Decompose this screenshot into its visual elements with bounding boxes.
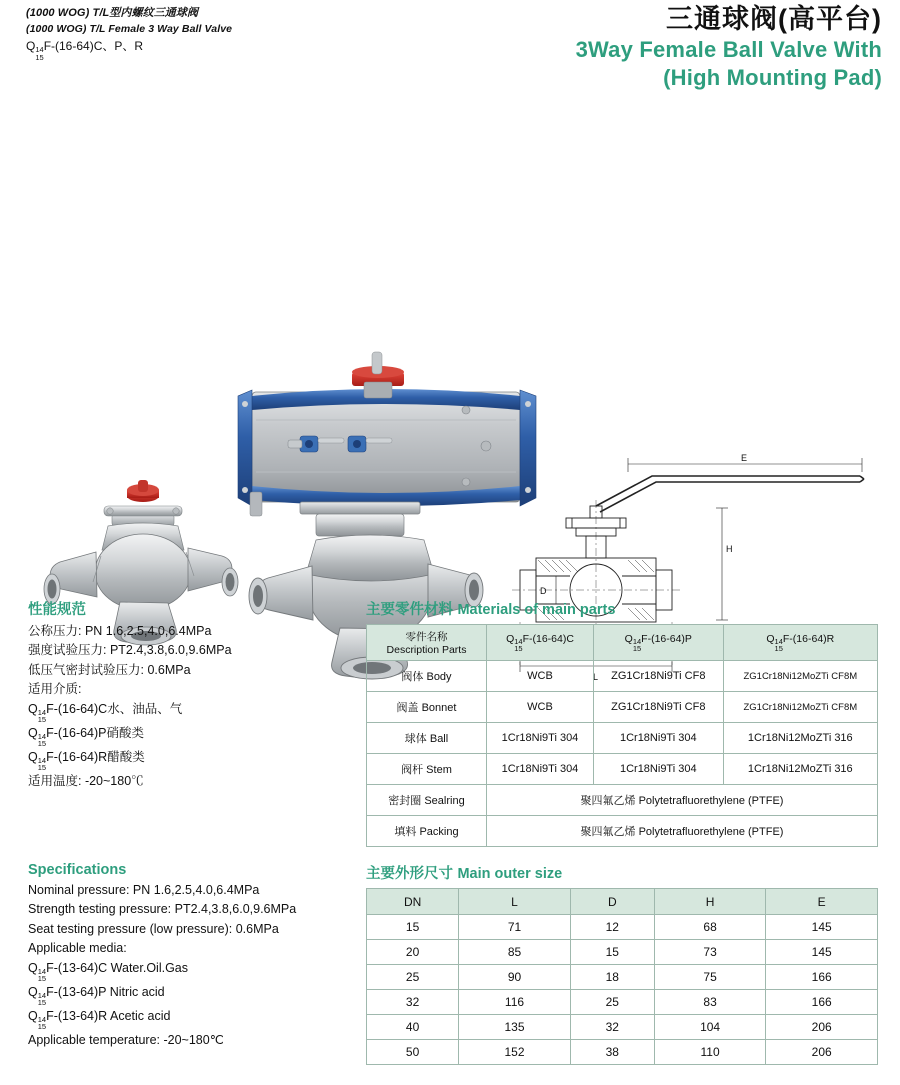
spec-en-temperature: Applicable temperature: -20~180℃ bbox=[28, 1032, 224, 1047]
media-text: F-(13-64)P Nitric acid bbox=[46, 984, 165, 999]
size-cell-h: 104 bbox=[654, 1015, 766, 1040]
size-cell-l: 116 bbox=[459, 990, 571, 1015]
dim-label-e: E bbox=[741, 453, 748, 463]
material-value-c: 1Cr18Ni9Ti 304 bbox=[487, 723, 594, 754]
media-sub: 15 bbox=[37, 739, 47, 748]
header-english-subtitle: (1000 WOG) T/L Female 3 Way Ball Valve bbox=[26, 22, 233, 35]
materials-header-parts bbox=[367, 625, 487, 661]
size-table bbox=[366, 888, 878, 1065]
material-value-r: 1Cr18Ni12MoZTi 316 bbox=[723, 754, 877, 785]
dim-label-l: L bbox=[593, 672, 599, 682]
material-value-merged: 聚四氟乙烯 Polytetrafluorethylene (PTFE) bbox=[487, 816, 878, 847]
media-sup: 14 bbox=[37, 1014, 47, 1024]
specifications-en-title: Specifications bbox=[28, 862, 127, 878]
media-text: F-(16-64)R醋酸类 bbox=[46, 749, 145, 764]
table-row bbox=[367, 1040, 878, 1065]
size-section bbox=[366, 862, 878, 1065]
material-part-name: 阀盖 Bonnet bbox=[367, 692, 487, 723]
spec-cn-line: 强度试验压力: PT2.4,3.8,6.0,9.6MPa bbox=[28, 643, 232, 658]
spec-cn-media-item: Q 14 15 F-(16-64)R醋酸类 bbox=[28, 749, 145, 772]
spec-cn-line: 适用介质: bbox=[28, 682, 82, 697]
materials-header-p: Q 14 15 F-(16-64)P bbox=[593, 625, 723, 661]
model-code-sub: 15 bbox=[35, 52, 44, 62]
size-cell-h: 68 bbox=[654, 915, 766, 940]
specifications-cn bbox=[28, 598, 348, 791]
dim-label-h: H bbox=[726, 544, 733, 554]
size-cell-d: 25 bbox=[570, 990, 654, 1015]
material-value-c: WCB bbox=[487, 661, 594, 692]
size-cell-d: 38 bbox=[570, 1040, 654, 1065]
spec-en-line: Seat testing pressure (low pressure): 0.6MPa bbox=[28, 921, 279, 936]
size-cell-d: 12 bbox=[570, 915, 654, 940]
size-header-h: H bbox=[654, 889, 766, 915]
size-cell-d: 15 bbox=[570, 940, 654, 965]
table-row bbox=[367, 661, 878, 692]
spec-cn-temperature: 适用温度: -20~180℃ bbox=[28, 773, 144, 788]
materials-title bbox=[366, 598, 878, 619]
size-cell-dn: 20 bbox=[367, 940, 459, 965]
size-header-row bbox=[367, 889, 878, 915]
size-cell-d: 18 bbox=[570, 965, 654, 990]
media-text: F-(13-64)C Water.Oil.Gas bbox=[46, 960, 189, 975]
spec-en-line: Applicable media: bbox=[28, 941, 127, 956]
material-part-name: 阀杆 Stem bbox=[367, 754, 487, 785]
media-sup: 14 bbox=[37, 731, 47, 741]
material-value-p: ZG1Cr18Ni9Ti CF8 bbox=[593, 661, 723, 692]
material-value-r: ZG1Cr18Ni12MoZTi CF8M bbox=[723, 692, 877, 723]
material-part-name: 球体 Ball bbox=[367, 723, 487, 754]
table-row bbox=[367, 965, 878, 990]
spec-cn-line: 低压气密封试验压力: 0.6MPa bbox=[28, 662, 191, 677]
size-cell-h: 83 bbox=[654, 990, 766, 1015]
size-cell-h: 73 bbox=[654, 940, 766, 965]
size-header-d: D bbox=[570, 889, 654, 915]
size-cell-e: 166 bbox=[766, 990, 878, 1015]
spec-en-media-item: Q 14 15 F-(13-64)R Acetic acid bbox=[28, 1008, 171, 1031]
model-code-sup: 14 bbox=[35, 45, 44, 55]
table-row bbox=[367, 990, 878, 1015]
header-left-block bbox=[26, 6, 446, 61]
spec-en-line: Nominal pressure: PN 1.6,2.5,4.0,6.4MPa bbox=[28, 883, 260, 897]
table-row bbox=[367, 754, 878, 785]
material-value-c: WCB bbox=[487, 692, 594, 723]
table-row bbox=[367, 723, 878, 754]
materials-table bbox=[366, 624, 878, 847]
materials-header-r: Q 14 15 F-(16-64)R bbox=[723, 625, 877, 661]
material-part-name: 填料 Packing bbox=[367, 816, 487, 847]
material-value-p: 1Cr18Ni9Ti 304 bbox=[593, 723, 723, 754]
media-sub: 15 bbox=[37, 1022, 47, 1031]
size-cell-dn: 40 bbox=[367, 1015, 459, 1040]
materials-header-parts-en: Description Parts bbox=[386, 644, 467, 656]
table-row bbox=[367, 940, 878, 965]
size-cell-e: 145 bbox=[766, 915, 878, 940]
size-cell-l: 85 bbox=[459, 940, 571, 965]
materials-section bbox=[366, 598, 878, 847]
material-value-p: 1Cr18Ni9Ti 304 bbox=[593, 754, 723, 785]
spec-en-media-item: Q 14 15 F-(13-64)C Water.Oil.Gas bbox=[28, 960, 189, 983]
media-sub: 15 bbox=[37, 998, 47, 1007]
size-cell-dn: 32 bbox=[367, 990, 459, 1015]
header-title-block bbox=[452, 4, 882, 91]
size-cell-dn: 15 bbox=[367, 915, 459, 940]
media-text: F-(13-64)R Acetic acid bbox=[46, 1008, 171, 1023]
size-cell-dn: 50 bbox=[367, 1040, 459, 1065]
media-sup: 14 bbox=[37, 755, 47, 765]
size-cell-e: 145 bbox=[766, 940, 878, 965]
size-cell-e: 166 bbox=[766, 965, 878, 990]
table-row bbox=[367, 915, 878, 940]
spec-en-line: Strength testing pressure: PT2.4,3.8,6.0,9.6MPa bbox=[28, 902, 297, 917]
size-header-dn: DN bbox=[367, 889, 459, 915]
model-code-prefix: Q bbox=[26, 39, 36, 54]
materials-header-parts-cn: 零件名称 bbox=[405, 631, 448, 643]
table-row bbox=[367, 785, 878, 816]
material-value-r: ZG1Cr18Ni12MoZTi CF8M bbox=[723, 661, 877, 692]
specifications-cn-title: 性能规范 bbox=[28, 602, 86, 618]
spec-cn-media-item: Q 14 15 F-(16-64)P硝酸类 bbox=[28, 725, 145, 748]
spec-en-media-item: Q 14 15 F-(13-64)P Nitric acid bbox=[28, 984, 165, 1007]
materials-header-row bbox=[367, 625, 878, 661]
material-part-name: 阀体 Body bbox=[367, 661, 487, 692]
header-chinese-subtitle: (1000 WOG) T/L型内螺纹三通球阀 bbox=[26, 7, 199, 19]
media-sup: 14 bbox=[37, 990, 47, 1000]
size-cell-e: 206 bbox=[766, 1040, 878, 1065]
size-cell-l: 152 bbox=[459, 1040, 571, 1065]
media-sup: 14 bbox=[37, 966, 47, 976]
materials-header-c: Q 14 15 F-(16-64)C bbox=[487, 625, 594, 661]
size-cell-h: 110 bbox=[654, 1040, 766, 1065]
size-title-cn: 主要外形尺寸 bbox=[366, 866, 453, 882]
media-sup: 14 bbox=[37, 707, 47, 717]
table-row bbox=[367, 692, 878, 723]
header-model-code bbox=[26, 38, 446, 61]
materials-title-en: Materials of main parts bbox=[457, 602, 616, 618]
material-value-r: 1Cr18Ni12MoZTi 316 bbox=[723, 723, 877, 754]
spec-cn-line: 公称压力: PN 1.6,2.5,4.0,6.4MPa bbox=[28, 624, 212, 638]
dim-label-d: D bbox=[540, 586, 547, 596]
model-code-rest: F-(16-64)C、P、R bbox=[43, 39, 144, 54]
media-text: F-(16-64)P硝酸类 bbox=[46, 725, 145, 740]
page-title-cn: 三通球阀(高平台) bbox=[666, 4, 882, 34]
page-title-en-line2: (High Mounting Pad) bbox=[663, 65, 882, 90]
size-title bbox=[366, 862, 878, 883]
material-part-name: 密封圈 Sealring bbox=[367, 785, 487, 816]
media-sub: 15 bbox=[37, 974, 47, 983]
material-value-p: ZG1Cr18Ni9Ti CF8 bbox=[593, 692, 723, 723]
materials-title-cn: 主要零件材料 bbox=[366, 602, 453, 618]
specifications-en bbox=[28, 862, 358, 1050]
spec-cn-media-item: Q 14 15 F-(16-64)C水、油品、气 bbox=[28, 701, 183, 724]
size-cell-h: 75 bbox=[654, 965, 766, 990]
size-cell-l: 135 bbox=[459, 1015, 571, 1040]
material-value-c: 1Cr18Ni9Ti 304 bbox=[487, 754, 594, 785]
material-value-merged: 聚四氟乙烯 Polytetrafluorethylene (PTFE) bbox=[487, 785, 878, 816]
media-sub: 15 bbox=[37, 715, 47, 724]
size-title-en: Main outer size bbox=[457, 866, 563, 882]
size-cell-l: 90 bbox=[459, 965, 571, 990]
size-header-e: E bbox=[766, 889, 878, 915]
table-row bbox=[367, 816, 878, 847]
page-title-en-line1: 3Way Female Ball Valve With bbox=[575, 37, 882, 63]
media-text: F-(16-64)C水、油品、气 bbox=[46, 701, 183, 716]
size-header-l: L bbox=[459, 889, 571, 915]
size-cell-e: 206 bbox=[766, 1015, 878, 1040]
size-cell-dn: 25 bbox=[367, 965, 459, 990]
size-cell-l: 71 bbox=[459, 915, 571, 940]
media-sub: 15 bbox=[37, 763, 47, 772]
size-cell-d: 32 bbox=[570, 1015, 654, 1040]
table-row bbox=[367, 1015, 878, 1040]
